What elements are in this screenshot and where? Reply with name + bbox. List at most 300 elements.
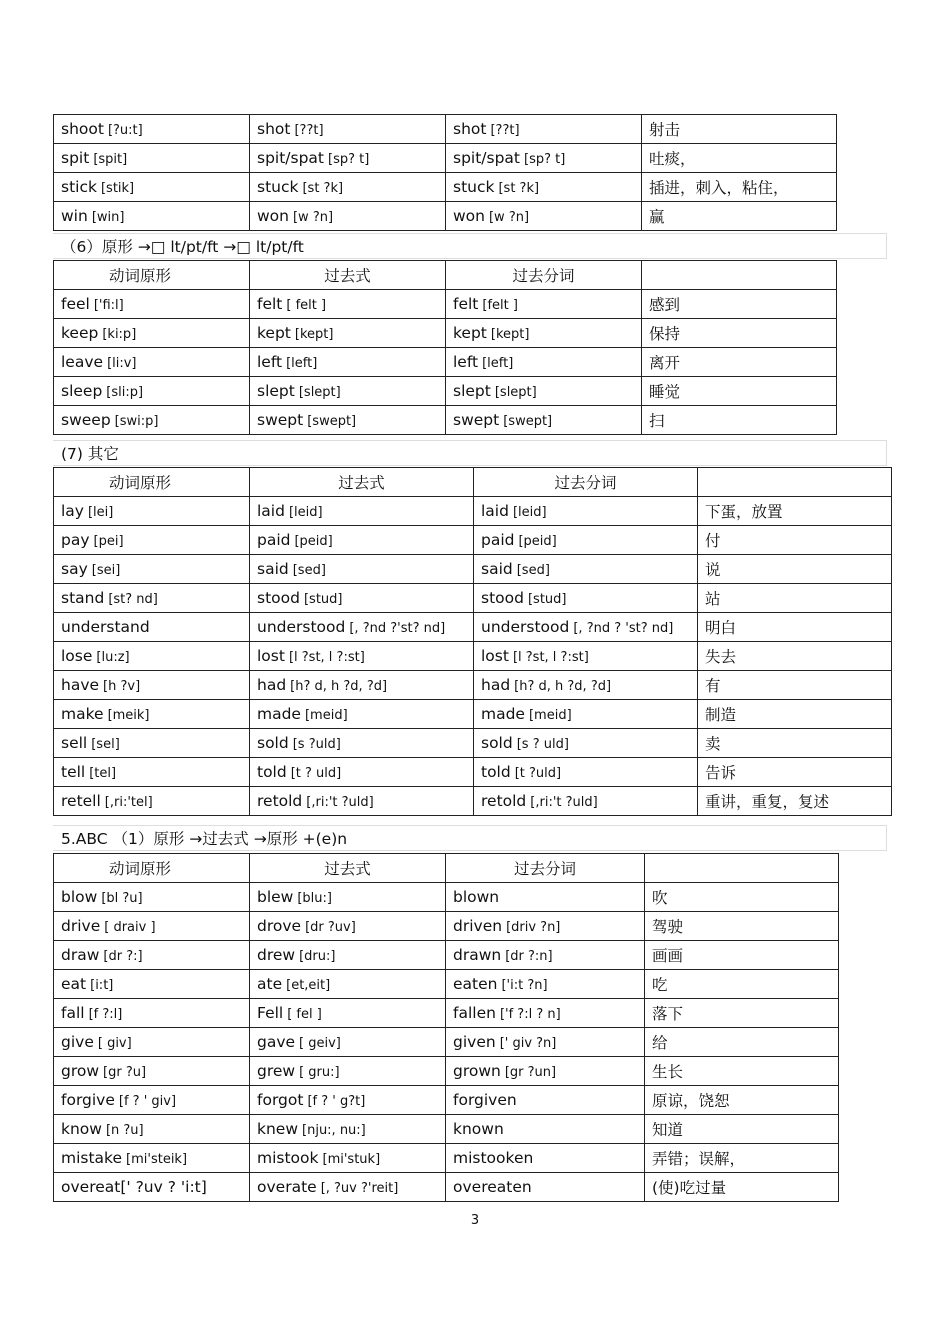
cell-past-participle: [446, 1086, 645, 1115]
cell-past-tense: [250, 348, 446, 377]
meaning-text: 感到: [649, 296, 681, 314]
phonetic-transcription: [spit]: [93, 152, 128, 167]
meaning-text: 付: [705, 532, 721, 550]
verb-form: shot: [453, 120, 487, 138]
table-row: [54, 970, 839, 999]
cell-past-participle: [446, 941, 645, 970]
verb-form: keep: [61, 324, 99, 342]
meaning-text: 画画: [652, 947, 684, 965]
cell-base-form: [54, 883, 250, 912]
cell-meaning: [698, 526, 892, 555]
phonetic-transcription: [??t]: [294, 123, 324, 138]
phonetic-transcription: [kept]: [294, 327, 334, 342]
cell-past-participle: [446, 883, 645, 912]
verb-form: mistook: [257, 1149, 319, 1167]
cell-base-form: [54, 202, 250, 231]
cell-meaning: [698, 613, 892, 642]
cell-past-tense: [250, 912, 446, 941]
phonetic-transcription: [peid]: [294, 534, 333, 549]
cell-meaning: [642, 202, 837, 231]
table-row: [54, 729, 892, 758]
phonetic-transcription: [h? d, h ?d, ?d]: [514, 679, 612, 694]
cell-meaning: [645, 1028, 839, 1057]
cell-meaning: [642, 144, 837, 173]
meaning-text: 插进，刺入，粘住，: [649, 179, 789, 197]
table-row: [54, 787, 892, 816]
verb-form: won: [453, 207, 485, 225]
verb-form: overeat[' ?uv ? 'i:t]: [61, 1178, 207, 1196]
phonetic-transcription: ['fi:l]: [93, 298, 124, 313]
verb-table-other: [53, 467, 892, 816]
table-row: [54, 526, 892, 555]
verb-form: blown: [453, 888, 500, 906]
verb-form: give: [61, 1033, 94, 1051]
cell-past-tense: [250, 1173, 446, 1202]
verb-form: make: [61, 705, 104, 723]
table-header-row: [54, 261, 837, 290]
verb-form: laid: [481, 502, 509, 520]
verb-form: kept: [453, 324, 487, 342]
meaning-text: 明白: [705, 619, 737, 637]
phonetic-transcription: [mi'steik]: [126, 1152, 188, 1167]
cell-meaning: [698, 584, 892, 613]
verb-form: fall: [61, 1004, 85, 1022]
meaning-text: 说: [705, 561, 721, 579]
phonetic-transcription: [s ? uld]: [516, 737, 569, 752]
meaning-text: 制造: [705, 706, 737, 724]
phonetic-transcription: [st ?k]: [498, 181, 540, 196]
phonetic-transcription: [swi:p]: [114, 414, 159, 429]
header-past-tense: 过去式: [250, 854, 446, 883]
cell-meaning: [698, 555, 892, 584]
meaning-text: 弄错；误解，: [652, 1150, 746, 1168]
cell-base-form: [54, 584, 250, 613]
table-row: [54, 912, 839, 941]
verb-form: lost: [481, 647, 509, 665]
table-row: [54, 115, 837, 144]
verb-form: given: [453, 1033, 496, 1051]
phonetic-transcription: [ giv]: [97, 1036, 132, 1051]
phonetic-transcription: [blu:]: [297, 891, 332, 906]
phonetic-transcription: [, ?uv ?'reit]: [320, 1181, 399, 1196]
verb-form: grew: [257, 1062, 296, 1080]
verb-form: overeaten: [453, 1178, 532, 1196]
phonetic-transcription: [dr ?uv]: [305, 920, 356, 935]
verb-form: felt: [257, 295, 283, 313]
table-row: [54, 700, 892, 729]
cell-past-tense: [250, 1028, 446, 1057]
cell-base-form: [54, 290, 250, 319]
phonetic-transcription: [mi'stuk]: [322, 1152, 381, 1167]
verb-form: had: [481, 676, 511, 694]
header-meaning: [642, 261, 837, 290]
table-row: [54, 1028, 839, 1057]
phonetic-transcription: [l ?st, l ?:st]: [512, 650, 589, 665]
table-row: [54, 671, 892, 700]
verb-form: fallen: [453, 1004, 496, 1022]
verb-form: mistake: [61, 1149, 123, 1167]
phonetic-transcription: [dr ?:n]: [505, 949, 553, 964]
meaning-text: 吐痰，: [649, 150, 696, 168]
verb-form: said: [481, 560, 513, 578]
table-row: [54, 377, 837, 406]
phonetic-transcription: [win]: [91, 210, 125, 225]
cell-past-tense: [250, 883, 446, 912]
cell-past-participle: [446, 202, 642, 231]
phonetic-transcription: [meid]: [528, 708, 572, 723]
verb-form: drawn: [453, 946, 502, 964]
meaning-text: 站: [705, 590, 721, 608]
cell-base-form: [54, 526, 250, 555]
verb-form: stuck: [257, 178, 299, 196]
cell-past-participle: [474, 671, 698, 700]
cell-past-tense: [250, 700, 474, 729]
cell-base-form: [54, 497, 250, 526]
phonetic-transcription: [t ?uld]: [514, 766, 562, 781]
cell-past-tense: [250, 787, 474, 816]
section-heading-6: （6）原形 →□ lt/pt/ft →□ lt/pt/ft: [53, 233, 887, 259]
cell-meaning: [698, 787, 892, 816]
verb-form: sweep: [61, 411, 111, 429]
cell-meaning: [645, 1144, 839, 1173]
cell-past-participle: [474, 555, 698, 584]
phonetic-transcription: [n ?u]: [105, 1123, 144, 1138]
cell-past-tense: [250, 377, 446, 406]
cell-past-participle: [474, 642, 698, 671]
cell-past-tense: [250, 290, 446, 319]
meaning-text: 吃: [652, 976, 668, 994]
meaning-text: 失去: [705, 648, 737, 666]
table-row: [54, 406, 837, 435]
cell-base-form: [54, 1173, 250, 1202]
cell-base-form: [54, 377, 250, 406]
cell-meaning: [645, 912, 839, 941]
verb-form: retold: [481, 792, 527, 810]
verb-form: laid: [257, 502, 285, 520]
phonetic-transcription: [s ?uld]: [292, 737, 341, 752]
verb-form: feel: [61, 295, 90, 313]
header-base-form: 动词原形: [54, 854, 250, 883]
verb-form: retell: [61, 792, 101, 810]
phonetic-transcription: [st? nd]: [108, 592, 158, 607]
cell-meaning: [645, 999, 839, 1028]
cell-past-participle: [446, 115, 642, 144]
section-heading-5: 5.ABC （1）原形 →过去式 →原形 +(e)n: [53, 825, 887, 851]
header-past-participle: 过去分词: [446, 854, 645, 883]
meaning-text: 赢: [649, 208, 665, 226]
verb-form: blew: [257, 888, 294, 906]
cell-past-participle: [446, 290, 642, 319]
verb-form: sell: [61, 734, 88, 752]
cell-past-participle: [446, 999, 645, 1028]
phonetic-transcription: [left]: [482, 356, 514, 371]
verb-form: gave: [257, 1033, 296, 1051]
verb-form: felt: [453, 295, 479, 313]
verb-form: told: [481, 763, 511, 781]
phonetic-transcription: [ geiv]: [299, 1036, 341, 1051]
verb-table-abc: [53, 853, 839, 1202]
meaning-text: 扫: [649, 412, 665, 430]
phonetic-transcription: [i:t]: [90, 978, 114, 993]
table-row: [54, 613, 892, 642]
verb-form: said: [257, 560, 289, 578]
cell-past-participle: [446, 377, 642, 406]
cell-past-participle: [446, 348, 642, 377]
verb-form: drove: [257, 917, 302, 935]
verb-form: slept: [453, 382, 491, 400]
cell-base-form: [54, 671, 250, 700]
cell-meaning: [698, 729, 892, 758]
meaning-text: 有: [705, 677, 721, 695]
table-row: [54, 1173, 839, 1202]
verb-form: grown: [453, 1062, 501, 1080]
phonetic-transcription: [' giv ?n]: [499, 1036, 557, 1051]
cell-past-participle: [474, 584, 698, 613]
cell-base-form: [54, 912, 250, 941]
phonetic-transcription: [f ?:l]: [88, 1007, 123, 1022]
phonetic-transcription: [slept]: [494, 385, 537, 400]
phonetic-transcription: [f ? ' giv]: [118, 1094, 177, 1109]
cell-meaning: [645, 883, 839, 912]
cell-meaning: [642, 377, 837, 406]
cell-past-tense: [250, 202, 446, 231]
cell-past-participle: [474, 758, 698, 787]
phonetic-transcription: [t ? uld]: [290, 766, 342, 781]
phonetic-transcription: [left]: [286, 356, 318, 371]
cell-meaning: [642, 290, 837, 319]
phonetic-transcription: [nju:, nu:]: [302, 1123, 366, 1138]
cell-base-form: [54, 555, 250, 584]
cell-base-form: [54, 319, 250, 348]
cell-base-form: [54, 970, 250, 999]
table-row: [54, 348, 837, 377]
cell-base-form: [54, 144, 250, 173]
meaning-text: 原谅，饶恕: [652, 1092, 730, 1110]
phonetic-transcription: [??t]: [490, 123, 520, 138]
verb-form: known: [453, 1120, 504, 1138]
phonetic-transcription: [leid]: [512, 505, 547, 520]
page-number: 3: [470, 1213, 480, 1228]
phonetic-transcription: [sp? t]: [524, 152, 566, 167]
cell-meaning: [642, 348, 837, 377]
phonetic-transcription: [lei]: [87, 505, 114, 520]
cell-meaning: [698, 642, 892, 671]
cell-base-form: [54, 1144, 250, 1173]
cell-meaning: [645, 1173, 839, 1202]
cell-past-participle: [474, 787, 698, 816]
table-row: [54, 642, 892, 671]
verb-form: drive: [61, 917, 101, 935]
cell-past-participle: [446, 144, 642, 173]
cell-base-form: [54, 787, 250, 816]
phonetic-transcription: [w ?n]: [488, 210, 530, 225]
phonetic-transcription: [,ri:'t ?uld]: [530, 795, 598, 810]
cell-base-form: [54, 642, 250, 671]
phonetic-transcription: [bl ?u]: [101, 891, 143, 906]
cell-past-tense: [250, 1086, 446, 1115]
verb-form: lost: [257, 647, 285, 665]
cell-past-participle: [446, 1057, 645, 1086]
phonetic-transcription: ['f ?:l ? n]: [499, 1007, 561, 1022]
header-past-tense: 过去式: [250, 468, 474, 497]
header-base-form: 动词原形: [54, 261, 250, 290]
verb-form: made: [481, 705, 525, 723]
cell-past-participle: [446, 1115, 645, 1144]
cell-meaning: [642, 319, 837, 348]
verb-form: drew: [257, 946, 296, 964]
phonetic-transcription: [sp? t]: [328, 152, 370, 167]
verb-form: sold: [481, 734, 513, 752]
verb-form: eat: [61, 975, 87, 993]
cell-meaning: [645, 1115, 839, 1144]
meaning-text: 下蛋，放置: [705, 503, 783, 521]
header-past-tense: 过去式: [250, 261, 446, 290]
verb-form: forgive: [61, 1091, 115, 1109]
phonetic-transcription: [sed]: [292, 563, 326, 578]
cell-base-form: [54, 941, 250, 970]
verb-table-continued: [53, 114, 837, 231]
meaning-text: 驾驶: [652, 918, 684, 936]
meaning-text: 生长: [652, 1063, 684, 1081]
phonetic-transcription: [lu:z]: [96, 650, 130, 665]
cell-past-tense: [250, 729, 474, 758]
cell-meaning: [698, 758, 892, 787]
cell-past-participle: [446, 970, 645, 999]
phonetic-transcription: [, ?nd ? 'st? nd]: [573, 621, 674, 636]
cell-past-participle: [474, 526, 698, 555]
cell-base-form: [54, 348, 250, 377]
verb-form: draw: [61, 946, 100, 964]
cell-past-participle: [446, 1173, 645, 1202]
cell-meaning: [645, 941, 839, 970]
meaning-text: 落下: [652, 1005, 684, 1023]
cell-past-tense: [250, 613, 474, 642]
phonetic-transcription: [stud]: [527, 592, 567, 607]
verb-form: kept: [257, 324, 291, 342]
table-row: [54, 758, 892, 787]
phonetic-transcription: [, ?nd ?'st? nd]: [349, 621, 446, 636]
phonetic-transcription: [meid]: [304, 708, 348, 723]
verb-form: lay: [61, 502, 84, 520]
verb-form: paid: [257, 531, 291, 549]
verb-form: driven: [453, 917, 503, 935]
phonetic-transcription: [,ri:'t ?uld]: [306, 795, 374, 810]
table-row: [54, 999, 839, 1028]
phonetic-transcription: [swept]: [503, 414, 553, 429]
verb-form: forgiven: [453, 1091, 517, 1109]
table-header-row: [54, 468, 892, 497]
verb-form: retold: [257, 792, 303, 810]
cell-past-participle: [446, 319, 642, 348]
cell-base-form: [54, 729, 250, 758]
verb-form: made: [257, 705, 301, 723]
verb-form: ate: [257, 975, 283, 993]
verb-form: knew: [257, 1120, 299, 1138]
cell-base-form: [54, 115, 250, 144]
cell-past-participle: [474, 729, 698, 758]
table-row: [54, 1086, 839, 1115]
verb-form: grow: [61, 1062, 100, 1080]
cell-past-tense: [250, 671, 474, 700]
cell-past-participle: [474, 700, 698, 729]
phonetic-transcription: [stik]: [100, 181, 135, 196]
table-row: [54, 555, 892, 584]
header-past-participle: 过去分词: [446, 261, 642, 290]
table-row: [54, 319, 837, 348]
verb-form: know: [61, 1120, 102, 1138]
meaning-text: 重讲，重复，复述: [705, 793, 830, 811]
cell-past-tense: [250, 173, 446, 202]
verb-form: shot: [257, 120, 291, 138]
cell-base-form: [54, 1086, 250, 1115]
phonetic-transcription: [?u:t]: [107, 123, 143, 138]
phonetic-transcription: [ki:p]: [102, 327, 137, 342]
cell-meaning: [645, 1086, 839, 1115]
phonetic-transcription: [ draiv ]: [104, 920, 156, 935]
meaning-text: 射击: [649, 121, 681, 139]
cell-base-form: [54, 1115, 250, 1144]
header-meaning: [645, 854, 839, 883]
meaning-text: 知道: [652, 1121, 684, 1139]
cell-base-form: [54, 758, 250, 787]
cell-base-form: [54, 613, 250, 642]
table-row: [54, 584, 892, 613]
verb-form: leave: [61, 353, 104, 371]
table-row: [54, 1144, 839, 1173]
verb-form: spit: [61, 149, 90, 167]
meaning-text: 离开: [649, 354, 681, 372]
cell-meaning: [698, 497, 892, 526]
table-row: [54, 290, 837, 319]
cell-past-tense: [250, 1144, 446, 1173]
phonetic-transcription: [sli:p]: [106, 385, 144, 400]
phonetic-transcription: [kept]: [490, 327, 530, 342]
verb-form: spit/spat: [453, 149, 521, 167]
cell-base-form: [54, 406, 250, 435]
cell-past-tense: [250, 758, 474, 787]
cell-past-participle: [446, 1028, 645, 1057]
verb-form: stuck: [453, 178, 495, 196]
meaning-text: 告诉: [705, 764, 737, 782]
verb-form: have: [61, 676, 100, 694]
cell-base-form: [54, 999, 250, 1028]
meaning-text: 保持: [649, 325, 681, 343]
meaning-text: (使)吃过量: [652, 1179, 727, 1197]
verb-form: say: [61, 560, 88, 578]
header-past-participle: 过去分词: [474, 468, 698, 497]
phonetic-transcription: [swept]: [307, 414, 357, 429]
verb-form: understood: [481, 618, 570, 636]
table-row: [54, 883, 839, 912]
table-row: [54, 202, 837, 231]
cell-base-form: [54, 1057, 250, 1086]
phonetic-transcription: [w ?n]: [292, 210, 334, 225]
verb-table-lt-pt-ft: [53, 260, 837, 435]
verb-form: stick: [61, 178, 97, 196]
verb-form: sleep: [61, 382, 103, 400]
phonetic-transcription: [li:v]: [107, 356, 137, 371]
verb-form: told: [257, 763, 287, 781]
table-row: [54, 941, 839, 970]
cell-past-tense: [250, 526, 474, 555]
cell-past-participle: [474, 497, 698, 526]
phonetic-transcription: [gr ?u]: [103, 1065, 147, 1080]
cell-meaning: [645, 970, 839, 999]
verb-form: spit/spat: [257, 149, 325, 167]
verb-form: slept: [257, 382, 295, 400]
cell-base-form: [54, 700, 250, 729]
phonetic-transcription: [peid]: [518, 534, 557, 549]
